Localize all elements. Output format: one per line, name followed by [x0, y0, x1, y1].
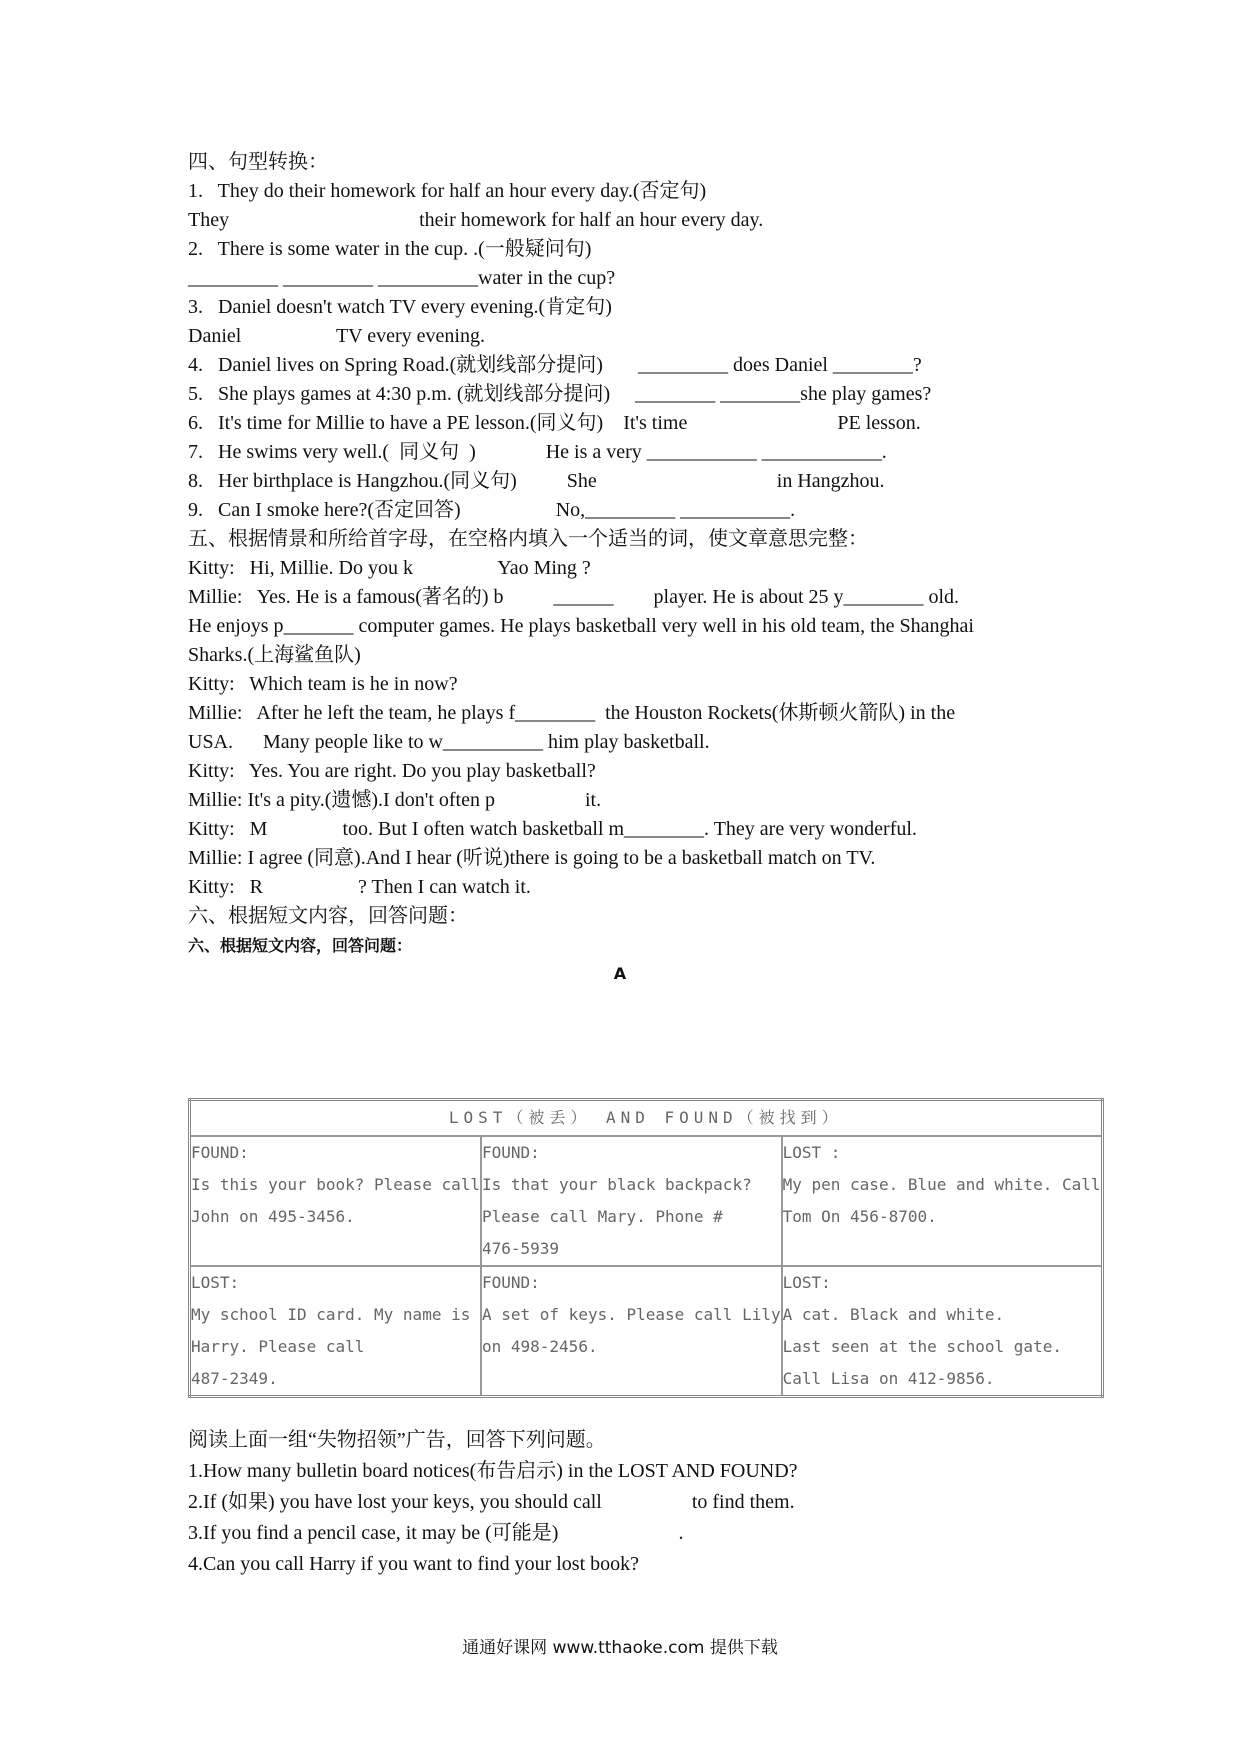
- notice-text: Call Lisa on 412-9856.: [782, 1369, 995, 1388]
- question-1: 1.How many bulletin board notices(布告启示) in the LOST AND FOUND?: [188, 1460, 798, 1482]
- notice-text: Please call Mary. Phone #: [481, 1207, 723, 1226]
- notice-type: LOST:: [782, 1273, 831, 1292]
- notice-cell: [481, 1136, 782, 1266]
- s4-line-10: 7. He swims very well.( 同义句 ) He is a very ___________ ____________.: [188, 441, 887, 463]
- s4-line-3: 2. There is some water in the cup. .(一般疑问句): [188, 238, 592, 260]
- s5-line-5: Kitty: Which team is he in now?: [188, 673, 458, 695]
- notice-text: Last seen at the school gate.: [782, 1337, 1062, 1356]
- s5-line-6: Millie: After he left the team, he plays f________ the Houston Rockets(休斯顿火箭队) in the: [188, 702, 956, 724]
- s4-line-2: They their homework for half an hour every day.: [188, 209, 764, 231]
- notice-text: Tom On 456-8700.: [782, 1207, 937, 1226]
- notice-text: Is that your black backpack?: [481, 1175, 752, 1194]
- section6-heading-bold: 六、根据短文内容，回答问题：: [188, 936, 413, 955]
- table-header: LOST（被丢） AND FOUND（被找到）: [190, 1100, 1103, 1137]
- s4-line-8: 5. She plays games at 4:30 p.m. (就划线部分提问) ________ ________she play games?: [188, 383, 932, 405]
- question-3: 3.If you find a pencil case, it may be (可能是) .: [188, 1522, 684, 1544]
- s5-line-10: Kitty: M too. But I often watch basketball m________. They are very wonderful.: [188, 818, 917, 840]
- s5-line-9: Millie: It's a pity.(遗憾).I don't often p it.: [188, 789, 602, 811]
- s4-line-12: 9. Can I smoke here?(否定回答) No,_________ ___________.: [188, 499, 796, 521]
- notice-type: FOUND:: [481, 1143, 540, 1162]
- section4-heading: 四、句型转换：: [188, 151, 328, 173]
- s4-line-1: 1. They do their homework for half an hour every day.(否定句): [188, 180, 707, 202]
- s5-line-4: Sharks.(上海鲨鱼队): [188, 644, 361, 666]
- section6-heading: 六、根据短文内容，回答问题：: [188, 905, 468, 927]
- s5-line-8: Kitty: Yes. You are right. Do you play basketball?: [188, 760, 596, 782]
- notice-text: A cat. Black and white.: [782, 1305, 1005, 1324]
- footer-credit: 通通好课网 www.tthaoke.com 提供下载: [462, 1638, 778, 1658]
- notice-cell: [190, 1266, 481, 1397]
- question-4: 4.Can you call Harry if you want to find your lost book?: [188, 1553, 640, 1575]
- s4-line-4: _________ _________ __________water in the cup?: [188, 267, 616, 289]
- section5-heading: 五、根据情景和所给首字母，在空格内填入一个适当的词，使文章意思完整：: [188, 528, 868, 550]
- s4-line-11: 8. Her birthplace is Hangzhou.(同义句) She in Hangzhou.: [188, 470, 885, 492]
- notice-cell: [782, 1266, 1102, 1397]
- passage-label: A: [613, 964, 627, 983]
- s5-line-7: USA. Many people like to w__________ him play basketball.: [188, 731, 710, 753]
- notice-type: LOST:: [191, 1273, 240, 1292]
- s5-line-2: Millie: Yes. He is a famous(著名的) b ______ player. He is about 25 y________ old.: [188, 586, 960, 608]
- notice-cell: [481, 1266, 782, 1397]
- s4-line-6: Daniel TV every evening.: [188, 325, 485, 347]
- s5-line-12: Kitty: R ? Then I can watch it.: [188, 876, 531, 898]
- notice-cell: [782, 1136, 1102, 1266]
- notice-text: 476-5939: [481, 1239, 560, 1258]
- notice-type: LOST :: [782, 1143, 841, 1162]
- notice-text: 487-2349.: [191, 1369, 278, 1388]
- notice-text: My pen case. Blue and white. Call: [782, 1175, 1101, 1194]
- s4-line-5: 3. Daniel doesn't watch TV every evening.(肯定句): [188, 296, 612, 318]
- s4-line-7: 4. Daniel lives on Spring Road.(就划线部分提问) _________ does Daniel ________?: [188, 354, 922, 376]
- s4-line-9: 6. It's time for Millie to have a PE lesson.(同义句) It's time PE lesson.: [188, 412, 921, 434]
- notice-text: A set of keys. Please call Lily: [481, 1305, 781, 1324]
- notice-text: Harry. Please call: [191, 1337, 365, 1356]
- notice-text: My school ID card. My name is: [191, 1305, 471, 1324]
- question-2: 2.If (如果) you have lost your keys, you should call to find them.: [188, 1491, 795, 1513]
- s5-line-11: Millie: I agree (同意).And I hear (听说)there is going to be a basketball match on TV.: [188, 847, 876, 869]
- notice-text: on 498-2456.: [481, 1337, 598, 1356]
- notice-text: Is this your book? Please call: [191, 1175, 480, 1194]
- lost-and-found-table: [188, 1098, 1104, 1398]
- questions-intro: 阅读上面一组“失物招领”广告，回答下列问题。: [188, 1429, 606, 1451]
- notice-text: John on 495-3456.: [191, 1207, 355, 1226]
- notice-cell: [190, 1136, 481, 1266]
- s5-line-1: Kitty: Hi, Millie. Do you k Yao Ming ?: [188, 557, 591, 579]
- notice-type: FOUND:: [481, 1273, 540, 1292]
- notice-type: FOUND:: [191, 1143, 249, 1162]
- s5-line-3: He enjoys p_______ computer games. He plays basketball very well in his old team, the Shanghai: [188, 615, 974, 637]
